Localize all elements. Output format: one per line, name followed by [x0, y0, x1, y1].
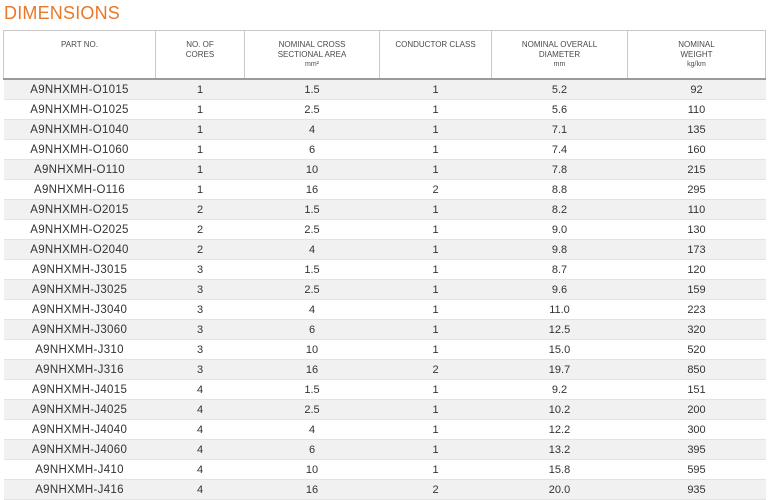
diameter-cell: 19.7 [492, 360, 628, 380]
part-no-cell: A9NHXMH-J416 [4, 480, 156, 500]
table-row [4, 100, 766, 120]
column-header-label: NO. OF CORES [185, 40, 215, 59]
cores-cell: 3 [156, 300, 245, 320]
cores-cell: 1 [156, 120, 245, 140]
column-header-label: NOMINAL OVERALL DIAMETER [521, 40, 598, 59]
diameter-cell: 15.8 [492, 460, 628, 480]
conductor-class-cell: 1 [380, 400, 492, 420]
cores-cell: 1 [156, 180, 245, 200]
conductor-class-cell: 1 [380, 120, 492, 140]
cores-cell: 3 [156, 360, 245, 380]
weight-cell: 223 [628, 300, 766, 320]
diameter-cell: 5.6 [492, 100, 628, 120]
dimensions-table [3, 30, 766, 500]
weight-cell: 92 [628, 79, 766, 100]
cores-cell: 4 [156, 460, 245, 480]
diameter-cell: 7.1 [492, 120, 628, 140]
weight-cell: 300 [628, 420, 766, 440]
column-header-unit: mm [553, 61, 566, 68]
conductor-class-cell: 2 [380, 180, 492, 200]
conductor-class-cell: 1 [380, 420, 492, 440]
weight-cell: 135 [628, 120, 766, 140]
cores-header [156, 31, 245, 80]
table-row [4, 340, 766, 360]
weight-cell: 935 [628, 480, 766, 500]
cores-cell: 3 [156, 340, 245, 360]
part-no-cell: A9NHXMH-J310 [4, 340, 156, 360]
conductor-class-cell: 1 [380, 380, 492, 400]
table-body [4, 79, 766, 500]
diameter-cell: 10.2 [492, 400, 628, 420]
table-row [4, 440, 766, 460]
table-row [4, 140, 766, 160]
weight-cell: 520 [628, 340, 766, 360]
part-no-cell: A9NHXMH-O1060 [4, 140, 156, 160]
part-no-cell: A9NHXMH-O1040 [4, 120, 156, 140]
diameter-cell: 20.0 [492, 480, 628, 500]
conductor-class-cell: 1 [380, 140, 492, 160]
table-row [4, 79, 766, 100]
table-row [4, 240, 766, 260]
column-header-label: NOMINAL CROSS SECTIONAL AREA [277, 40, 347, 59]
dimensions-table-container [3, 30, 765, 500]
cross-section-cell: 6 [245, 440, 380, 460]
part-no-cell: A9NHXMH-O1015 [4, 79, 156, 100]
table-row [4, 200, 766, 220]
conductor-class-cell: 1 [380, 160, 492, 180]
table-header [4, 31, 766, 80]
table-row [4, 420, 766, 440]
diameter-cell: 8.7 [492, 260, 628, 280]
part-no-cell: A9NHXMH-O2040 [4, 240, 156, 260]
weight-cell: 320 [628, 320, 766, 340]
conductor-class-cell: 1 [380, 320, 492, 340]
table-row [4, 380, 766, 400]
conductor-class-cell: 1 [380, 280, 492, 300]
cross-section-cell: 4 [245, 120, 380, 140]
diameter-cell: 7.8 [492, 160, 628, 180]
cross-section-cell: 2.5 [245, 220, 380, 240]
table-row [4, 400, 766, 420]
conductor-class-cell: 1 [380, 340, 492, 360]
part-no-cell: A9NHXMH-J4015 [4, 380, 156, 400]
conductor-class-cell: 1 [380, 79, 492, 100]
part-no-cell: A9NHXMH-J3015 [4, 260, 156, 280]
cross-section-cell: 10 [245, 340, 380, 360]
cross-section-cell: 10 [245, 160, 380, 180]
cores-cell: 1 [156, 79, 245, 100]
cores-cell: 1 [156, 100, 245, 120]
conductor-class-cell: 1 [380, 200, 492, 220]
cross-section-cell: 16 [245, 480, 380, 500]
cross-section-cell: 1.5 [245, 200, 380, 220]
column-header-label: CONDUCTOR CLASS [395, 40, 476, 49]
weight-cell: 130 [628, 220, 766, 240]
conductor-class-cell: 1 [380, 260, 492, 280]
part-no-cell: A9NHXMH-J3025 [4, 280, 156, 300]
table-row [4, 160, 766, 180]
part-no-cell: A9NHXMH-J3060 [4, 320, 156, 340]
cross-section-cell: 2.5 [245, 400, 380, 420]
diameter-cell: 13.2 [492, 440, 628, 460]
column-header-label: PART NO. [61, 40, 98, 49]
part-no-cell: A9NHXMH-J4060 [4, 440, 156, 460]
diameter-cell: 12.2 [492, 420, 628, 440]
diameter-cell: 9.8 [492, 240, 628, 260]
cores-cell: 2 [156, 220, 245, 240]
part-no-cell: A9NHXMH-O110 [4, 160, 156, 180]
conductor-class-cell: 2 [380, 480, 492, 500]
cores-cell: 4 [156, 420, 245, 440]
cores-cell: 1 [156, 140, 245, 160]
table-row [4, 260, 766, 280]
weight-header [628, 31, 766, 80]
part-no-cell: A9NHXMH-J3040 [4, 300, 156, 320]
cross-section-cell: 16 [245, 180, 380, 200]
table-row [4, 180, 766, 200]
diameter-cell: 9.0 [492, 220, 628, 240]
cross-section-cell: 4 [245, 300, 380, 320]
diameter-cell: 9.6 [492, 280, 628, 300]
table-row [4, 220, 766, 240]
diameter-cell: 12.5 [492, 320, 628, 340]
cores-cell: 3 [156, 320, 245, 340]
diameter-cell: 5.2 [492, 79, 628, 100]
conductor-class-cell: 1 [380, 460, 492, 480]
cores-cell: 4 [156, 380, 245, 400]
diameter-cell: 8.2 [492, 200, 628, 220]
diameter-header [492, 31, 628, 80]
weight-cell: 120 [628, 260, 766, 280]
column-header-unit: kg/km [687, 61, 706, 68]
diameter-cell: 8.8 [492, 180, 628, 200]
table-row [4, 300, 766, 320]
cross-section-cell: 1.5 [245, 260, 380, 280]
weight-cell: 110 [628, 200, 766, 220]
diameter-cell: 7.4 [492, 140, 628, 160]
weight-cell: 595 [628, 460, 766, 480]
cross-section-cell: 4 [245, 240, 380, 260]
cores-cell: 1 [156, 160, 245, 180]
cores-cell: 4 [156, 480, 245, 500]
part-no-cell: A9NHXMH-O2025 [4, 220, 156, 240]
weight-cell: 110 [628, 100, 766, 120]
weight-cell: 395 [628, 440, 766, 460]
cross-section-cell: 4 [245, 420, 380, 440]
cores-cell: 2 [156, 240, 245, 260]
table-row [4, 120, 766, 140]
part-no-cell: A9NHXMH-J316 [4, 360, 156, 380]
part-no-cell: A9NHXMH-J4025 [4, 400, 156, 420]
cross-section-cell: 6 [245, 140, 380, 160]
table-row [4, 320, 766, 340]
weight-cell: 215 [628, 160, 766, 180]
cross-section-header [245, 31, 380, 80]
weight-cell: 151 [628, 380, 766, 400]
weight-cell: 200 [628, 400, 766, 420]
cores-cell: 2 [156, 200, 245, 220]
cross-section-cell: 16 [245, 360, 380, 380]
conductor-class-cell: 2 [380, 360, 492, 380]
diameter-cell: 9.2 [492, 380, 628, 400]
cross-section-cell: 1.5 [245, 380, 380, 400]
cores-cell: 3 [156, 280, 245, 300]
conductor-class-cell: 1 [380, 100, 492, 120]
part-no-cell: A9NHXMH-O1025 [4, 100, 156, 120]
diameter-cell: 15.0 [492, 340, 628, 360]
cross-section-cell: 2.5 [245, 100, 380, 120]
header-row [4, 31, 766, 80]
cross-section-cell: 10 [245, 460, 380, 480]
weight-cell: 160 [628, 140, 766, 160]
cores-cell: 4 [156, 400, 245, 420]
column-header-unit: mm² [305, 61, 319, 68]
conductor-class-cell: 1 [380, 440, 492, 460]
table-row [4, 280, 766, 300]
conductor-class-cell: 1 [380, 220, 492, 240]
column-header-label: NOMINAL WEIGHT [678, 40, 715, 59]
cross-section-cell: 2.5 [245, 280, 380, 300]
cross-section-cell: 1.5 [245, 79, 380, 100]
table-row [4, 360, 766, 380]
part-no-cell: A9NHXMH-J410 [4, 460, 156, 480]
cores-cell: 4 [156, 440, 245, 460]
weight-cell: 295 [628, 180, 766, 200]
conductor-class-cell: 1 [380, 240, 492, 260]
conductor-class-cell: 1 [380, 300, 492, 320]
weight-cell: 850 [628, 360, 766, 380]
table-row [4, 460, 766, 480]
weight-cell: 173 [628, 240, 766, 260]
part-no-cell: A9NHXMH-O2015 [4, 200, 156, 220]
page-title: DIMENSIONS [4, 3, 121, 23]
part-no-cell: A9NHXMH-J4040 [4, 420, 156, 440]
part-no-cell: A9NHXMH-O116 [4, 180, 156, 200]
part-no-header [4, 31, 156, 80]
conductor-class-header [380, 31, 492, 80]
cores-cell: 3 [156, 260, 245, 280]
cross-section-cell: 6 [245, 320, 380, 340]
weight-cell: 159 [628, 280, 766, 300]
diameter-cell: 11.0 [492, 300, 628, 320]
